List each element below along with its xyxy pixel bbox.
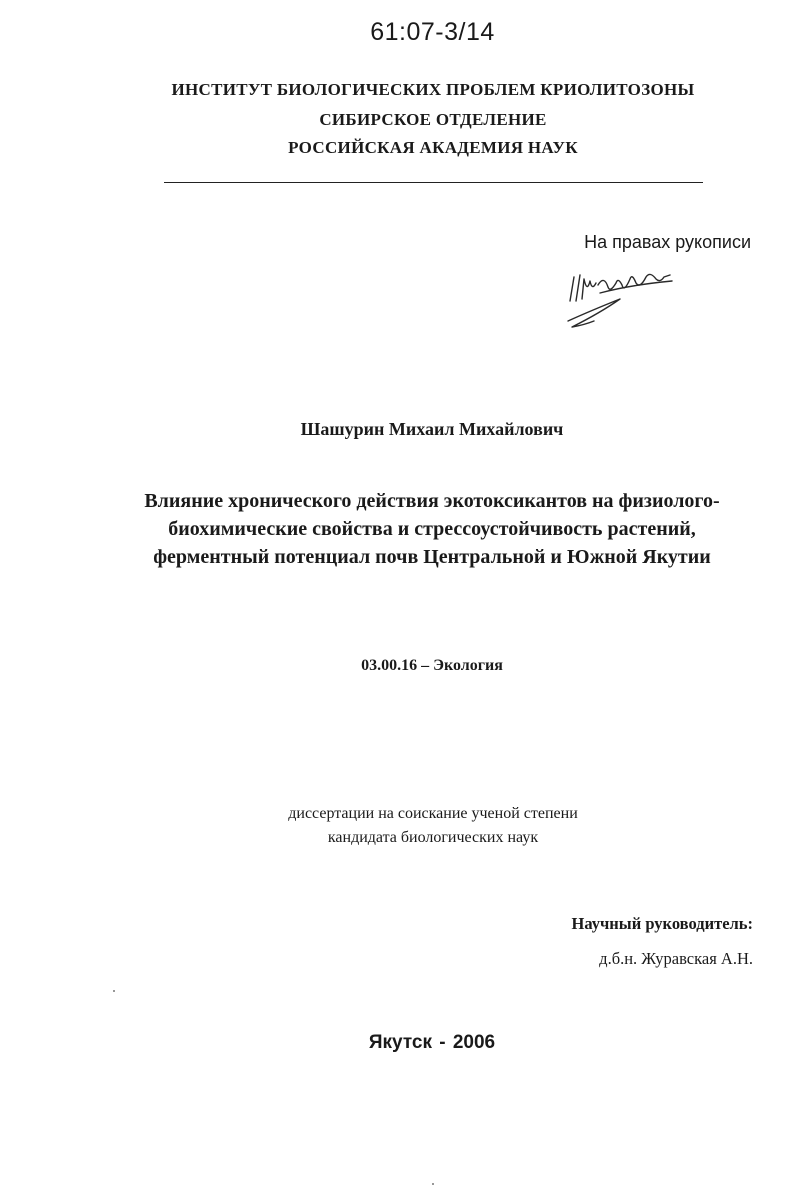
title-line-3: ферментный потенциал почв Центральной и Южной Якутии <box>153 546 711 568</box>
degree-line-2: кандидата биологических наук <box>327 829 539 846</box>
title-line-1: Влияние хронического действия экотоксикантов на физиолого- <box>144 490 720 512</box>
signature-image <box>560 263 680 333</box>
specialty-code: 03.00.16 – Экология <box>361 657 503 674</box>
scan-speck <box>113 990 115 992</box>
supervisor-name: д.б.н. Журавская А.Н. <box>599 949 753 968</box>
manuscript-rights-note: На правах рукописи <box>584 232 751 252</box>
institution-academy: РОССИЙСКАЯ АКАДЕМИЯ НАУК <box>288 138 578 157</box>
degree-statement <box>0 802 799 850</box>
degree-line-1: диссертации на соискание ученой степени <box>288 805 578 822</box>
document-code: 61:07-3/14 <box>370 18 495 46</box>
author-name: Шашурин Михаил Михайлович <box>300 419 564 439</box>
title-line-2: биохимические свойства и стрессоустойчивость растений, <box>168 518 696 540</box>
scan-speck <box>432 1183 434 1185</box>
supervisor-label: Научный руководитель: <box>571 914 753 933</box>
institution-name: ИНСТИТУТ БИОЛОГИЧЕСКИХ ПРОБЛЕМ КРИОЛИТОЗОНЫ <box>171 80 695 99</box>
place-and-year: Якутск - 2006 <box>368 1032 496 1053</box>
header-divider <box>164 182 703 183</box>
institution-branch: СИБИРСКОЕ ОТДЕЛЕНИЕ <box>319 110 547 129</box>
dissertation-title <box>0 487 799 571</box>
